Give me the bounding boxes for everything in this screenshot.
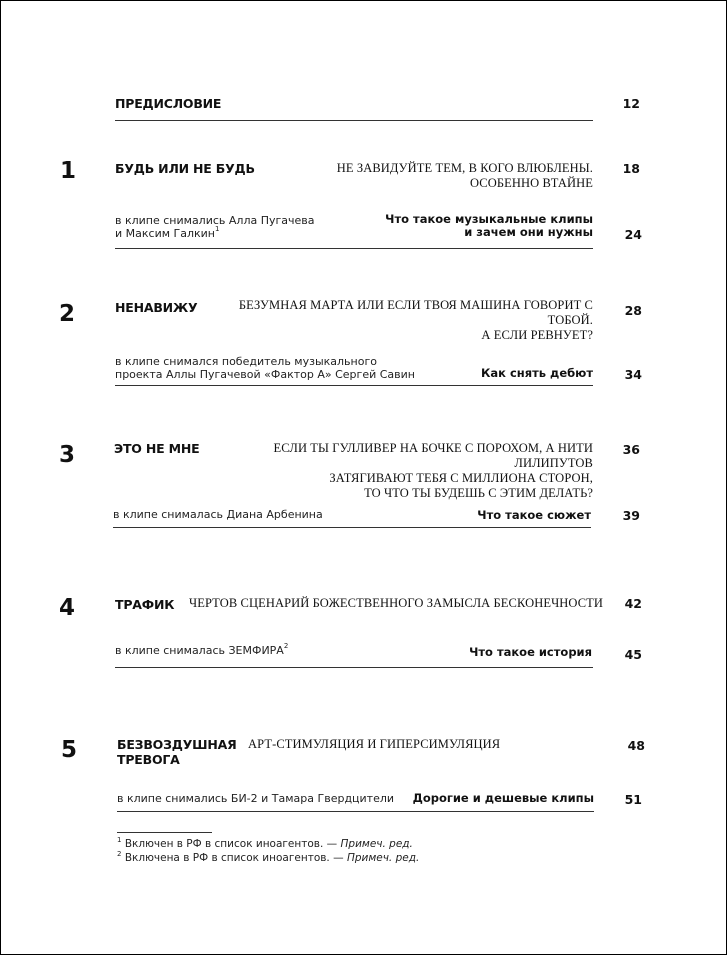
chapter-1-topic-page-number: 24 bbox=[624, 227, 642, 242]
chapter-5-divider bbox=[117, 811, 594, 812]
chapter-5-page-number: 48 bbox=[627, 738, 645, 753]
chapter-3-cast: в клипе снималась Диана Арбенина bbox=[113, 508, 323, 521]
chapter-2-cast: в клипе снимался победитель музыкального проекта Аллы Пугачевой «Фактор А» Сергей Савин bbox=[115, 355, 415, 381]
chapter-2-topic: Как снять дебют bbox=[480, 366, 593, 380]
chapter-2-title: НЕНАВИЖУ bbox=[115, 300, 198, 315]
footnote-1: $^1$ Включен в РФ в список иноагентов. — Примеч. ред. bbox=[117, 835, 413, 850]
footnote-mark: 1 bbox=[214, 225, 220, 234]
footnote-separator bbox=[117, 832, 212, 833]
chapter-5-topic: Дорогие и дешевые клипы bbox=[412, 791, 594, 805]
chapter-3-topic-page-number: 39 bbox=[622, 508, 640, 523]
chapter-5-topic-page-number: 51 bbox=[624, 792, 642, 807]
chapter-4-page-number: 42 bbox=[624, 596, 642, 611]
chapter-4-title: ТРАФИК bbox=[115, 597, 175, 612]
footnote-2: $^2$ Включена в РФ в список иноагентов. — Примеч. ред. bbox=[117, 849, 420, 864]
chapter-3-number: 3 bbox=[59, 442, 76, 468]
footnote-mark: 2 bbox=[283, 642, 289, 651]
chapter-2-page-number: 28 bbox=[624, 303, 642, 318]
chapter-5-cast: в клипе снимались БИ-2 и Тамара Гвердцители bbox=[117, 792, 395, 805]
chapter-5-title: БЕЗВОЗДУШНАЯ ТРЕВОГА bbox=[117, 737, 237, 767]
chapter-4-cast: в клипе снималась ЗЕМФИРА$^2$ bbox=[115, 642, 289, 657]
chapter-1-number: 1 bbox=[60, 158, 77, 184]
chapter-2-number: 2 bbox=[59, 301, 76, 327]
chapter-1-title: БУДЬ ИЛИ НЕ БУДЬ bbox=[115, 161, 255, 176]
chapter-1-topic: Что такое музыкальные клипы и зачем они нужны bbox=[385, 212, 593, 239]
chapter-4-topic-page-number: 45 bbox=[624, 647, 642, 662]
chapter-1-divider bbox=[115, 248, 593, 249]
preface-title: ПРЕДИСЛОВИЕ bbox=[115, 96, 222, 111]
chapter-4-topic: Что такое история bbox=[469, 645, 592, 659]
preface-divider bbox=[115, 120, 593, 121]
chapter-5-tagline: АРТ-СТИМУЛЯЦИЯ И ГИПЕРСИМУЛЯЦИЯ bbox=[248, 737, 501, 751]
chapter-2-divider bbox=[115, 385, 593, 386]
chapter-1-cast: в клипе снимались Алла Пугачева и Максим Галкин$^1$ bbox=[115, 214, 315, 240]
chapter-4-tagline: ЧЕРТОВ СЦЕНАРИЙ БОЖЕСТВЕННОГО ЗАМЫСЛА БЕСКОНЕЧНОСТИ bbox=[189, 596, 604, 610]
chapter-1-page-number: 18 bbox=[622, 161, 640, 176]
chapter-2-topic-page-number: 34 bbox=[624, 367, 642, 382]
chapter-1-tagline: НЕ ЗАВИДУЙТЕ ТЕМ, В КОГО ВЛЮБЛЕНЫ. ОСОБЕННО ВТАЙНЕ bbox=[336, 161, 593, 190]
chapter-3-divider bbox=[113, 527, 591, 528]
chapter-3-tagline: ЕСЛИ ТЫ ГУЛЛИВЕР НА БОЧКЕ С ПОРОХОМ, А НИТИ ЛИЛИПУТОВ ЗАТЯГИВАЮТ ТЕБЯ С МИЛЛИОНА СТОРОН, ТО ЧТО ТЫ БУДЕШЬ С ЭТИМ ДЕЛАТЬ? bbox=[273, 441, 593, 500]
chapter-4-number: 4 bbox=[59, 595, 76, 621]
chapter-3-topic: Что такое сюжет bbox=[477, 508, 591, 522]
chapter-2-tagline: БЕЗУМНАЯ МАРТА ИЛИ ЕСЛИ ТВОЯ МАШИНА ГОВОРИТ С ТОБОЙ. А ЕСЛИ РЕВНУЕТ? bbox=[238, 298, 593, 342]
chapter-5-number: 5 bbox=[61, 737, 78, 763]
chapter-3-title: ЭТО НЕ МНЕ bbox=[114, 441, 200, 456]
chapter-3-page-number: 36 bbox=[622, 442, 640, 457]
preface-page-number: 12 bbox=[622, 96, 640, 111]
chapter-4-divider bbox=[115, 667, 593, 668]
